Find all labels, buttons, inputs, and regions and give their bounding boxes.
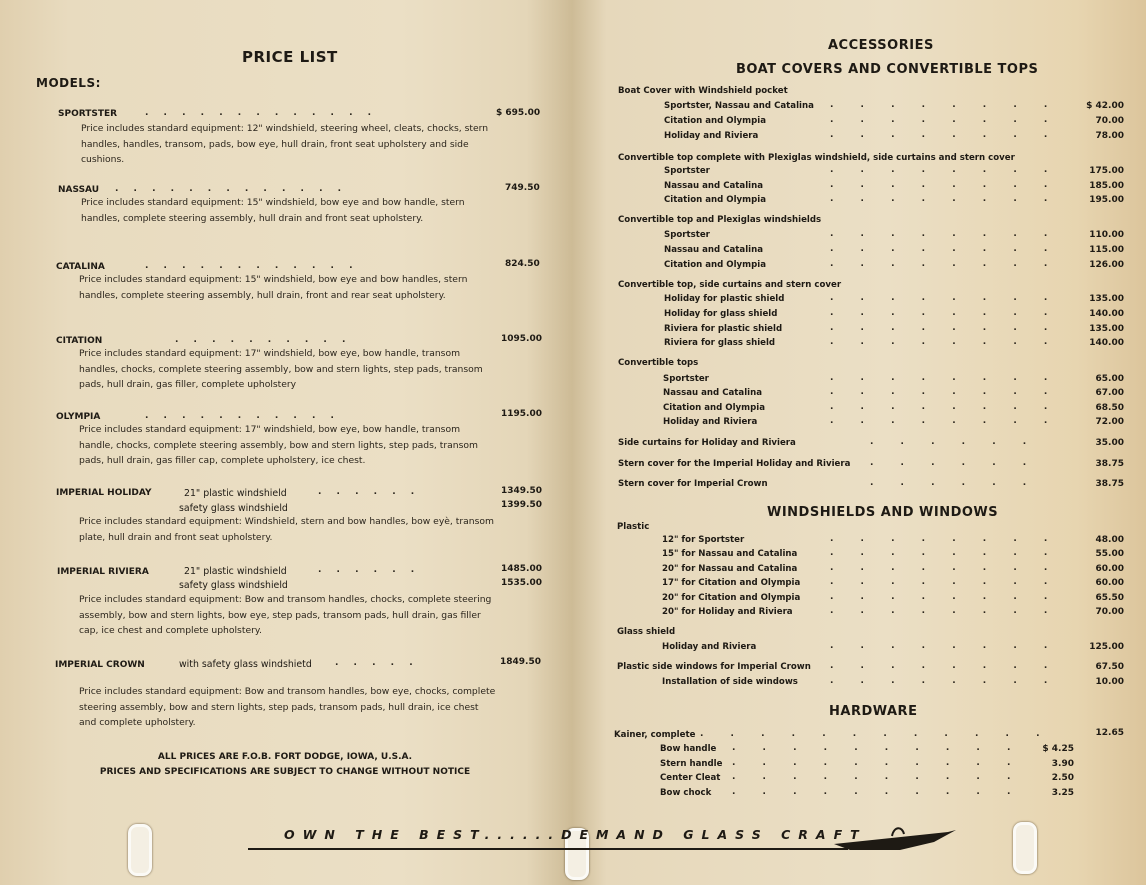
- leader-dots: . . . . . . . .: [830, 661, 1060, 671]
- model-description: Price includes standard equipment: 17" windshield, bow eye, bow handle, transom handles, chocks, complete steering assembly, bow and stern lights, step pads, transom pads, hull drain, gas filler, complete upholstery: [79, 348, 483, 390]
- accessory-item: Sportster: [664, 166, 710, 176]
- accessory-price: $ 42.00: [1086, 101, 1124, 111]
- leader-dots: . . . . . .: [870, 458, 1039, 468]
- option-label: safety glass windshield: [179, 503, 288, 514]
- leader-dots: . . . . . . . . . . . .: [145, 261, 359, 271]
- option-price: 1849.50: [500, 657, 541, 667]
- accessory-item: Citation and Olympia: [664, 260, 766, 270]
- model-price: 1195.00: [501, 409, 542, 419]
- leader-dots: . . . . . . . .: [830, 676, 1060, 686]
- hardware-title: HARDWARE: [829, 704, 918, 719]
- accessory-price: 3.90: [1051, 759, 1074, 769]
- leader-dots: . . . . . . . .: [830, 165, 1060, 175]
- accessory-item: 15" for Nassau and Catalina: [662, 549, 798, 559]
- accessory-price: 55.00: [1095, 549, 1124, 559]
- accessory-item: Holiday and Riviera: [662, 642, 757, 652]
- accessory-item: 20" for Citation and Olympia: [662, 593, 801, 603]
- leader-dots: . . . . . . . . . .: [732, 758, 1023, 768]
- leader-dots: . . . . . . . .: [830, 194, 1060, 204]
- accessory-price: 65.50: [1095, 593, 1124, 603]
- accessory-item: Side curtains for Holiday and Riviera: [618, 438, 796, 448]
- model-name: CATALINA: [56, 262, 105, 272]
- leader-dots: . . . . . .: [318, 565, 421, 575]
- group-heading: Convertible top, side curtains and stern cover: [618, 280, 842, 290]
- leader-dots: . . . . . .: [870, 437, 1039, 447]
- model-description: Price includes standard equipment: 12" windshield, steering wheel, cleats, chocks, stern handles, handles, transom, pads, bow eye, hull drain, front seat upholstery and side cushions.: [81, 123, 489, 165]
- accessory-price: 70.00: [1095, 116, 1124, 126]
- accessory-item: 12" for Sportster: [662, 535, 745, 545]
- models-label: MODELS:: [36, 76, 101, 90]
- leader-dots: . . . . . . . .: [830, 115, 1060, 125]
- accessory-price: 140.00: [1089, 309, 1124, 319]
- leader-dots: . . . . . . . .: [830, 180, 1060, 190]
- model-description: Price includes standard equipment: Bow and transom handles, bow eye, chocks, complete steering assembly, bow and stern lights, step pads, transom pads, hull drain, ice chest and complete upholstery.: [79, 686, 496, 728]
- change-note: PRICES AND SPECIFICATIONS ARE SUBJECT TO CHANGE WITHOUT NOTICE: [99, 767, 471, 777]
- option-label: with safety glass windshietd: [179, 659, 312, 670]
- boat-covers-title: BOAT COVERS AND CONVERTIBLE TOPS: [736, 62, 1039, 77]
- leader-dots: . . . . . .: [318, 487, 421, 497]
- leader-dots: . . . . . . . .: [830, 606, 1060, 616]
- leader-dots: . . . . .: [335, 658, 419, 668]
- accessory-price: 67.00: [1095, 388, 1124, 398]
- windshields-title: WINDSHIELDS AND WINDOWS: [767, 505, 999, 520]
- accessory-price: 70.00: [1095, 607, 1124, 617]
- group-heading: Plastic side windows for Imperial Crown: [617, 662, 811, 672]
- leader-dots: . . . . . . . .: [830, 130, 1060, 140]
- footer-slogan: OWN THE BEST......DEMAND GLASS CRAFT: [284, 827, 867, 842]
- accessory-price: 195.00: [1089, 195, 1124, 205]
- model-description: Price includes standard equipment: 15" windshield, bow eye and bow handles, stern handles, complete steering assembly, hull drain, front and rear seat upholstery.: [79, 274, 468, 301]
- accessory-price: 38.75: [1095, 459, 1124, 469]
- model-name: SPORTSTER: [58, 109, 118, 119]
- fob-note: ALL PRICES ARE F.O.B. FORT DODGE, IOWA, U.S.A.: [157, 752, 413, 762]
- accessory-price: 78.00: [1095, 131, 1124, 141]
- leader-dots: . . . . . . . .: [830, 402, 1060, 412]
- accessory-item: Citation and Olympia: [664, 116, 766, 126]
- accessory-price: 65.00: [1095, 374, 1124, 384]
- group-heading: Convertible top complete with Plexiglas windshield, side curtains and stern cover: [618, 153, 1015, 163]
- accessory-price: 67.50: [1095, 662, 1124, 672]
- option-price: 1349.50: [501, 486, 542, 496]
- option-price: 1485.00: [501, 564, 542, 574]
- accessory-price: 2.50: [1051, 773, 1074, 783]
- accessory-item: Center Cleat: [660, 773, 721, 783]
- accessory-item: Citation and Olympia: [663, 403, 765, 413]
- accessory-item: Stern cover for the Imperial Holiday and Riviera: [618, 459, 851, 469]
- leader-dots: . . . . . . . . . . .: [145, 411, 340, 421]
- group-heading: Convertible tops: [618, 358, 699, 368]
- model-description: Price includes standard equipment: 17" windshield, bow eye, bow handle, transom handle, chocks, complete steering assembly, bow and stern lights, step pads, transom pads, hull drain, gas filler cap, complete upholstery, ice chest.: [79, 424, 478, 466]
- leader-dots: . . . . . . . .: [830, 293, 1060, 303]
- group-heading: Convertible top and Plexiglas windshields: [618, 215, 822, 225]
- accessory-price: $ 4.25: [1042, 744, 1074, 754]
- leader-dots: . . . . . . . .: [830, 577, 1060, 587]
- group-heading: Kainer, complete: [614, 730, 696, 740]
- accessory-item: Bow handle: [660, 744, 717, 754]
- binding-ring: [1013, 822, 1037, 874]
- model-description: Price includes standard equipment: 15" windshield, bow eye and bow handle, stern handles, complete steering assembly, hull drain and front seat upholstery.: [81, 197, 465, 224]
- accessory-price: 48.00: [1095, 535, 1124, 545]
- accessory-item: 20" for Holiday and Riviera: [662, 607, 793, 617]
- leader-dots: . . . . . . . .: [830, 592, 1060, 602]
- binding-ring: [128, 824, 152, 876]
- accessory-price: 35.00: [1095, 438, 1124, 448]
- accessory-item: Sportster, Nassau and Catalina: [664, 101, 814, 111]
- model-name: IMPERIAL RIVIERA: [57, 567, 149, 577]
- accessory-item: Citation and Olympia: [664, 195, 766, 205]
- accessory-item: Riviera for plastic shield: [664, 324, 783, 334]
- leader-dots: . . . . . . . .: [830, 416, 1060, 426]
- leader-dots: . . . . . . . . . . . . .: [115, 184, 348, 194]
- leader-dots: . . . . . . . .: [830, 387, 1060, 397]
- leader-dots: . . . . . . . .: [830, 548, 1060, 558]
- leader-dots: . . . . . . . . . . . . .: [145, 108, 378, 118]
- accessory-item: Stern handle: [660, 759, 723, 769]
- leader-dots: . . . . . . . . . . . .: [700, 729, 1052, 739]
- accessory-price: 72.00: [1095, 417, 1124, 427]
- leader-dots: . . . . . . . . . .: [732, 743, 1023, 753]
- option-label: 21" plastic windshield: [184, 488, 287, 499]
- model-price: 749.50: [505, 183, 540, 193]
- accessory-item: Nassau and Catalina: [664, 245, 764, 255]
- accessory-item: Bow chock: [660, 788, 712, 798]
- leader-dots: . . . . . . . .: [830, 229, 1060, 239]
- accessories-title: ACCESSORIES: [828, 38, 934, 53]
- accessory-item: Holiday and Riviera: [664, 131, 759, 141]
- accessory-price: 60.00: [1095, 564, 1124, 574]
- model-description: Price includes standard equipment: Windshield, stern and bow handles, bow eyè, transom plate, hull drain and front seat upholstery.: [79, 516, 494, 543]
- accessory-price: 60.00: [1095, 578, 1124, 588]
- leader-dots: . . . . . . . .: [830, 534, 1060, 544]
- leader-dots: . . . . . . . .: [830, 308, 1060, 318]
- accessory-price: 38.75: [1095, 479, 1124, 489]
- accessory-price: 110.00: [1089, 230, 1124, 240]
- accessory-price: 135.00: [1089, 294, 1124, 304]
- model-description: Price includes standard equipment: Bow and transom handles, chocks, complete steering assembly, bow and stern lights, bow eye, step pads, transom pads, hull drain, gas filler cap, ice chest and complete upholstery.: [79, 594, 492, 636]
- leader-dots: . . . . . .: [870, 478, 1039, 488]
- model-price: 824.50: [505, 259, 540, 269]
- leader-dots: . . . . . . . .: [830, 563, 1060, 573]
- group-heading: Plastic: [617, 522, 650, 532]
- leader-dots: . . . . . . . .: [830, 259, 1060, 269]
- accessory-item: Nassau and Catalina: [664, 181, 764, 191]
- accessory-price: 10.00: [1095, 677, 1124, 687]
- accessory-item: 20" for Nassau and Catalina: [662, 564, 798, 574]
- accessory-price: 185.00: [1089, 181, 1124, 191]
- group-heading: Boat Cover with Windshield pocket: [618, 86, 788, 96]
- accessory-item: Holiday for glass shield: [664, 309, 778, 319]
- boat-logo-icon: [830, 822, 960, 852]
- accessory-price: 125.00: [1089, 642, 1124, 652]
- accessory-price: 12.65: [1095, 728, 1124, 738]
- model-name: OLYMPIA: [56, 412, 101, 422]
- accessory-item: 17" for Citation and Olympia: [662, 578, 801, 588]
- option-price: 1535.00: [501, 578, 542, 588]
- leader-dots: . . . . . . . .: [830, 337, 1060, 347]
- accessory-item: Installation of side windows: [662, 677, 798, 687]
- accessory-item: Sportster: [664, 230, 710, 240]
- accessory-price: 126.00: [1089, 260, 1124, 270]
- accessory-item: Stern cover for Imperial Crown: [618, 479, 768, 489]
- model-price: $ 695.00: [496, 108, 541, 118]
- option-label: safety glass windshield: [179, 580, 288, 591]
- accessory-item: Sportster: [663, 374, 709, 384]
- leader-dots: . . . . . . . .: [830, 641, 1060, 651]
- accessory-item: Holiday for plastic shield: [664, 294, 785, 304]
- option-label: 21" plastic windshield: [184, 566, 287, 577]
- footer-rule: [248, 848, 848, 850]
- accessory-price: 135.00: [1089, 324, 1124, 334]
- leader-dots: . . . . . . . .: [830, 323, 1060, 333]
- leader-dots: . . . . . . . . . .: [732, 772, 1023, 782]
- leader-dots: . . . . . . . . . .: [732, 787, 1023, 797]
- leader-dots: . . . . . . . .: [830, 100, 1060, 110]
- page-title: PRICE LIST: [242, 48, 338, 66]
- leader-dots: . . . . . . . .: [830, 373, 1060, 383]
- model-name: NASSAU: [58, 185, 100, 195]
- accessory-item: Riviera for glass shield: [664, 338, 776, 348]
- accessory-item: Holiday and Riviera: [663, 417, 758, 427]
- accessory-price: 140.00: [1089, 338, 1124, 348]
- model-name: IMPERIAL CROWN: [55, 660, 145, 670]
- leader-dots: . . . . . . . .: [830, 244, 1060, 254]
- option-price: 1399.50: [501, 500, 542, 510]
- accessory-price: 175.00: [1089, 166, 1124, 176]
- model-name: IMPERIAL HOLIDAY: [56, 488, 152, 498]
- accessory-price: 115.00: [1089, 245, 1124, 255]
- accessory-price: 68.50: [1095, 403, 1124, 413]
- model-name: CITATION: [56, 336, 103, 346]
- leader-dots: . . . . . . . . . .: [175, 335, 352, 345]
- price-list-page: [0, 0, 572, 885]
- model-price: 1095.00: [501, 334, 542, 344]
- accessory-price: 3.25: [1051, 788, 1074, 798]
- group-heading: Glass shield: [617, 627, 676, 637]
- accessory-item: Nassau and Catalina: [663, 388, 763, 398]
